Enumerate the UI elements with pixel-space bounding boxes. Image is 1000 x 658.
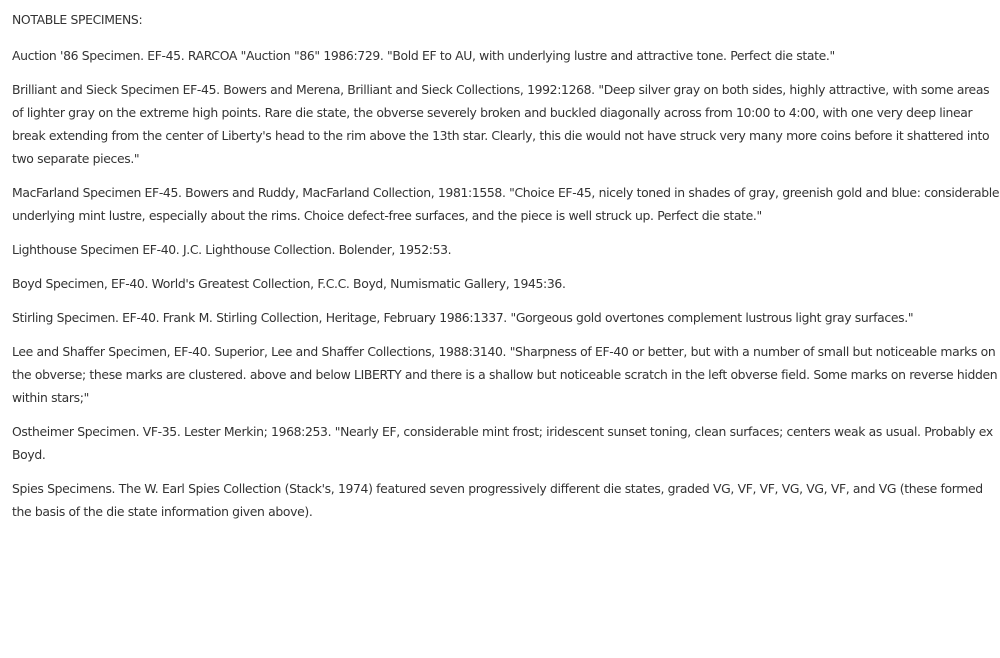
specimen-brilliant-sieck: Brilliant and Sieck Specimen EF-45. Bowers and Merena, Brilliant and Sieck Collections, 1992:1268. "Deep silver gray on both sides, highly attractive, with some areas of lighter gray on the extreme high points. Rare die state, the obverse severely broken and buckled diagonally across from 10:00 to 4:00, with one very deep linear break extending from the center of Liberty's head to the rim above the 13th star. Clearly, this die would not have struck very many more coins before it shattered into two separate pieces.": [12, 82, 990, 166]
specimen-auction-86: Auction '86 Specimen. EF-45. RARCOA "Auction "86" 1986:729. "Bold EF to AU, with underlying lustre and attractive tone. Perfect die state.": [12, 48, 835, 63]
specimen-stirling: Stirling Specimen. EF-40. Frank M. Stirling Collection, Heritage, February 1986:1337. "Gorgeous gold overtones complement lustrous light gray surfaces.": [12, 310, 914, 325]
specimen-lighthouse: Lighthouse Specimen EF-40. J.C. Lighthouse Collection. Bolender, 1952:53.: [12, 242, 452, 257]
specimen-lee-shaffer: Lee and Shaffer Specimen, EF-40. Superior, Lee and Shaffer Collections, 1988:3140. "Sharpness of EF-40 or better, but with a number of small but noticeable marks on the obverse; these marks are clustered. above and below LIBERTY and there is a shallow but noticeable scratch in the left obverse field. Some marks on reverse hidden within stars;": [12, 344, 998, 405]
specimen-spies: Spies Specimens. The W. Earl Spies Collection (Stack's, 1974) featured seven progressively different die states, graded VG, VF, VF, VG, VG, VF, and VG (these formed the basis of the die state information given above).: [12, 481, 983, 519]
section-heading: NOTABLE SPECIMENS:: [12, 12, 143, 27]
specimen-macfarland: MacFarland Specimen EF-45. Bowers and Ruddy, MacFarland Collection, 1981:1558. "Choice EF-45, nicely toned in shades of gray, greenish gold and blue: considerable underlying mint lustre, especially about the rims. Choice defect-free surfaces, and the piece is well struck up. Perfect die state.": [12, 185, 1000, 223]
specimen-ostheimer: Ostheimer Specimen. VF-35. Lester Merkin; 1968:253. "Nearly EF, considerable mint frost; iridescent sunset toning, clean surfaces; centers weak as usual. Probably ex Boyd.: [12, 424, 993, 462]
specimen-boyd: Boyd Specimen, EF-40. World's Greatest Collection, F.C.C. Boyd, Numismatic Gallery, 1945:36.: [12, 276, 566, 291]
